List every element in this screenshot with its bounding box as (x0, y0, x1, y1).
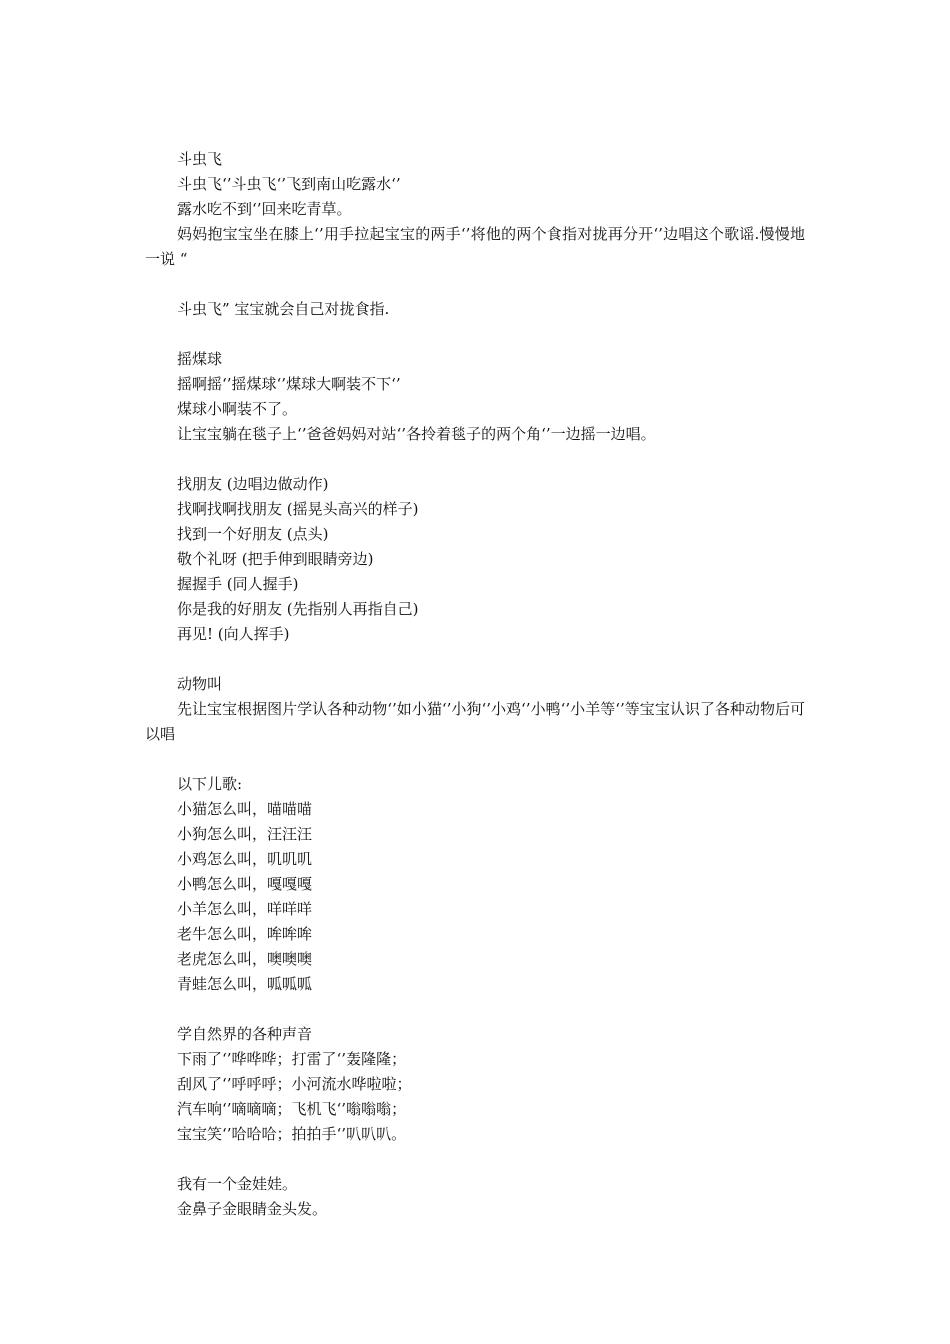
section-title-dou-chong-fei: 斗虫飞 (177, 150, 223, 168)
document-body (145, 147, 805, 1222)
text-line: 小狗怎么叫，汪汪汪 (177, 825, 313, 843)
text-line: 刮风了‘’呼呼呼；小河流水哗啦啦； (177, 1075, 412, 1093)
text-line: 找到一个好朋友 (点头) (177, 525, 329, 543)
text-line: 老虎怎么叫，噢噢噢 (177, 950, 313, 968)
text-line: 以下儿歌: (177, 775, 243, 793)
text-line: 我有一个金娃娃。 (177, 1175, 298, 1193)
text-line: 斗虫飞‘’斗虫飞‘’飞到南山吃露水‘’ (177, 175, 401, 193)
section-title-ziran-shengyin: 学自然界的各种声音 (177, 1025, 313, 1043)
text-line: 露水吃不到‘’回来吃青草。 (177, 200, 352, 218)
text-line: 宝宝笑‘’哈哈哈；拍拍手‘’叭叭叭。 (177, 1125, 407, 1143)
spacer (145, 997, 805, 1022)
section-title-zhao-peng-you: 找朋友 (边唱边做动作) (177, 475, 329, 493)
text-line: 金鼻子金眼睛金头发。 (177, 1200, 328, 1218)
text-line: 老牛怎么叫，哞哞哞 (177, 925, 313, 943)
text-line: 小羊怎么叫，咩咩咩 (177, 900, 313, 918)
text-line: 摇啊摇‘’摇煤球‘’煤球大啊装不下‘’ (177, 375, 401, 393)
text-line: 煤球小啊装不了。 (177, 400, 298, 418)
text-line: 敬个礼呀 (把手伸到眼睛旁边) (177, 550, 374, 568)
spacer (145, 747, 805, 772)
spacer (145, 322, 805, 347)
spacer (145, 447, 805, 472)
paragraph: 先让宝宝根据图片学认各种动物‘’如小猫‘’小狗‘’小鸡‘’小鸭‘’小羊等‘’等宝宝认识了各种动物后可以唱 (145, 700, 805, 743)
spacer (145, 1147, 805, 1172)
text-line: 找啊找啊找朋友 (摇晃头高兴的样子) (177, 500, 419, 518)
text-line: 再见! (向人挥手) (177, 625, 290, 643)
text-line: 握握手 (同人握手) (177, 575, 299, 593)
paragraph: 妈妈抱宝宝坐在膝上‘’用手拉起宝宝的两手‘’将他的两个食指对拢再分开‘’边唱这个歌谣.慢慢地一说 “ (145, 225, 805, 268)
text-line: 下雨了‘’哗哗哗；打雷了‘’轰隆隆； (177, 1050, 407, 1068)
spacer (145, 647, 805, 672)
text-line: 让宝宝躺在毯子上‘’爸爸妈妈对站‘’各拎着毯子的两个角‘’一边摇一边唱。 (177, 425, 656, 443)
section-title-dong-wu-jiao: 动物叫 (177, 675, 223, 693)
text-line: 青蛙怎么叫，呱呱呱 (177, 975, 313, 993)
text-line: 斗虫飞” 宝宝就会自己对拢食指. (177, 300, 390, 318)
text-line: 小猫怎么叫，喵喵喵 (177, 800, 313, 818)
section-title-yao-mei-qiu: 摇煤球 (177, 350, 223, 368)
text-line: 小鸡怎么叫，叽叽叽 (177, 850, 313, 868)
spacer (145, 272, 805, 297)
text-line: 你是我的好朋友 (先指别人再指自己) (177, 600, 419, 618)
text-line: 小鸭怎么叫，嘎嘎嘎 (177, 875, 313, 893)
text-line: 汽车响‘’嘀嘀嘀；飞机飞‘’嗡嗡嗡； (177, 1100, 407, 1118)
